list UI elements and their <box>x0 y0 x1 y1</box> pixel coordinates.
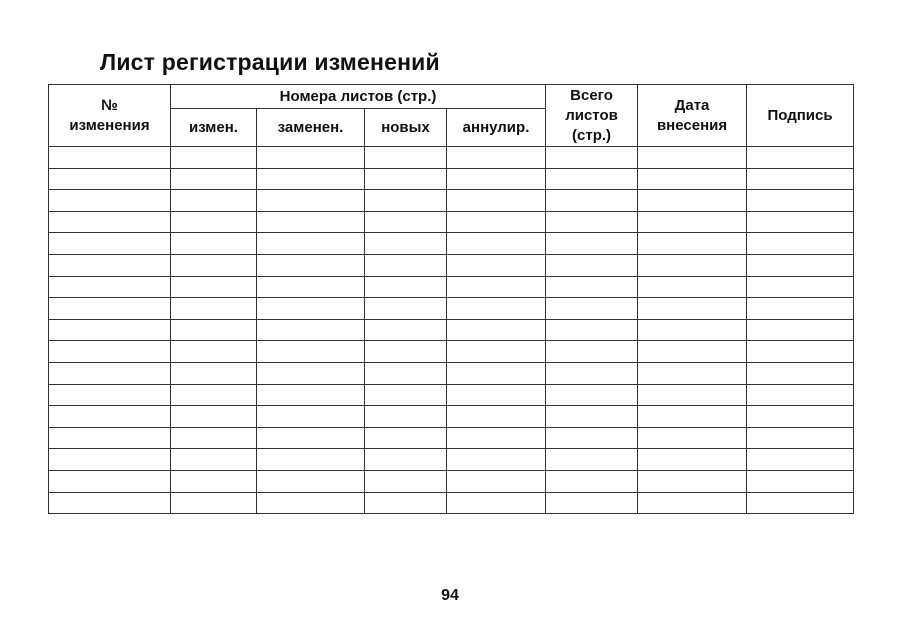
table-cell <box>546 211 638 233</box>
table-cell <box>447 406 546 428</box>
table-cell <box>171 147 257 169</box>
table-row <box>49 449 854 471</box>
table-cell <box>365 341 447 363</box>
table-row <box>49 168 854 190</box>
table-cell <box>638 427 747 449</box>
table-row <box>49 233 854 255</box>
table-cell <box>257 449 365 471</box>
table-cell <box>171 384 257 406</box>
table-cell <box>49 147 171 169</box>
table-row <box>49 211 854 233</box>
table-cell <box>638 276 747 298</box>
table-cell <box>171 427 257 449</box>
header-total-sheets-line1: Всего <box>570 86 613 104</box>
table-cell <box>447 449 546 471</box>
header-change-number <box>49 85 171 147</box>
table-cell <box>638 406 747 428</box>
table-cell <box>257 470 365 492</box>
table-cell <box>49 190 171 212</box>
table-cell <box>638 341 747 363</box>
table-cell <box>546 147 638 169</box>
page-title: Лист регистрации изменений <box>100 49 440 75</box>
table-cell <box>365 427 447 449</box>
table-cell <box>171 470 257 492</box>
table-cell <box>747 341 854 363</box>
table-cell <box>638 384 747 406</box>
table-cell <box>747 406 854 428</box>
table-cell <box>49 449 171 471</box>
table-cell <box>171 298 257 320</box>
table-cell <box>49 406 171 428</box>
table-row <box>49 470 854 492</box>
table-cell <box>49 211 171 233</box>
header-total-sheets-line2: листов <box>565 106 618 124</box>
table-cell <box>49 233 171 255</box>
header-entry-date-line1: Дата <box>674 96 710 114</box>
table-cell <box>638 470 747 492</box>
header-cancelled: аннулир. <box>447 109 546 147</box>
table-cell <box>546 449 638 471</box>
table-cell <box>747 190 854 212</box>
table-cell <box>447 470 546 492</box>
table-cell <box>49 276 171 298</box>
table-cell <box>49 492 171 514</box>
table-cell <box>49 427 171 449</box>
table-cell <box>171 449 257 471</box>
table-cell <box>747 168 854 190</box>
table-cell <box>747 492 854 514</box>
table-cell <box>638 147 747 169</box>
table-cell <box>365 211 447 233</box>
table-cell <box>447 190 546 212</box>
table-cell <box>257 254 365 276</box>
table-cell <box>257 492 365 514</box>
table-cell <box>747 276 854 298</box>
table-cell <box>365 147 447 169</box>
header-changed: измен. <box>171 109 257 147</box>
table-cell <box>747 362 854 384</box>
table-cell <box>49 341 171 363</box>
table-cell <box>747 384 854 406</box>
table-row <box>49 276 854 298</box>
table-row <box>49 298 854 320</box>
table-cell <box>171 341 257 363</box>
table-row <box>49 362 854 384</box>
table-cell <box>365 319 447 341</box>
table-row <box>49 147 854 169</box>
table-cell <box>747 147 854 169</box>
change-registration-table <box>48 84 854 514</box>
table-cell <box>638 168 747 190</box>
header-total-sheets-line3: (стр.) <box>572 126 612 144</box>
table-cell <box>365 449 447 471</box>
table-cell <box>171 168 257 190</box>
table-cell <box>447 298 546 320</box>
table-cell <box>447 254 546 276</box>
table-cell <box>49 384 171 406</box>
table-row <box>49 406 854 428</box>
table-cell <box>171 190 257 212</box>
table-row <box>49 190 854 212</box>
table-cell <box>546 298 638 320</box>
table-cell <box>546 341 638 363</box>
header-new: новых <box>365 109 447 147</box>
table-cell <box>546 362 638 384</box>
table-cell <box>49 168 171 190</box>
table-cell <box>365 233 447 255</box>
table-cell <box>49 319 171 341</box>
table-cell <box>365 298 447 320</box>
table-cell <box>638 298 747 320</box>
table-cell <box>747 470 854 492</box>
table-cell <box>546 254 638 276</box>
table-cell <box>447 492 546 514</box>
table-cell <box>546 233 638 255</box>
header-total-sheets <box>546 85 638 147</box>
table-cell <box>546 384 638 406</box>
table-row <box>49 319 854 341</box>
table-cell <box>447 341 546 363</box>
table-row <box>49 254 854 276</box>
table-cell <box>747 254 854 276</box>
table-cell <box>546 168 638 190</box>
table-cell <box>365 362 447 384</box>
table-cell <box>257 147 365 169</box>
table-cell <box>447 362 546 384</box>
header-change-number-line2: изменения <box>69 116 150 134</box>
header-entry-date <box>638 85 747 147</box>
table-cell <box>171 276 257 298</box>
table-cell <box>171 406 257 428</box>
table-cell <box>365 168 447 190</box>
header-sheet-numbers: Номера листов (стр.) <box>171 85 546 109</box>
header-entry-date-line2: внесения <box>656 116 728 134</box>
table-cell <box>171 211 257 233</box>
table-cell <box>257 319 365 341</box>
table-cell <box>447 384 546 406</box>
table-body <box>49 147 854 514</box>
table-cell <box>447 147 546 169</box>
table-cell <box>747 319 854 341</box>
table-row <box>49 492 854 514</box>
table-cell <box>546 492 638 514</box>
table-cell <box>257 427 365 449</box>
table-cell <box>546 276 638 298</box>
table-row <box>49 427 854 449</box>
table-cell <box>49 470 171 492</box>
table-cell <box>257 406 365 428</box>
table-cell <box>447 319 546 341</box>
page-number: 94 <box>441 587 459 604</box>
table-cell <box>365 276 447 298</box>
table-cell <box>171 254 257 276</box>
table-cell <box>638 362 747 384</box>
table-cell <box>257 341 365 363</box>
table-cell <box>447 168 546 190</box>
table-cell <box>257 384 365 406</box>
table-cell <box>49 362 171 384</box>
table-cell <box>638 190 747 212</box>
table-cell <box>171 319 257 341</box>
table-cell <box>747 233 854 255</box>
header-signature: Подпись <box>747 85 854 147</box>
table-row <box>49 384 854 406</box>
table-cell <box>546 406 638 428</box>
table-cell <box>546 470 638 492</box>
table-cell <box>365 190 447 212</box>
table-cell <box>747 211 854 233</box>
table-cell <box>257 233 365 255</box>
header-change-number-line1: № <box>101 96 118 114</box>
table-cell <box>365 492 447 514</box>
table-cell <box>447 427 546 449</box>
table-cell <box>257 190 365 212</box>
table-cell <box>638 319 747 341</box>
table-cell <box>546 319 638 341</box>
table-cell <box>546 427 638 449</box>
table-cell <box>365 254 447 276</box>
table-cell <box>747 298 854 320</box>
table-cell <box>49 298 171 320</box>
table-cell <box>171 233 257 255</box>
table-cell <box>447 276 546 298</box>
table-cell <box>49 254 171 276</box>
table-cell <box>447 211 546 233</box>
table-cell <box>747 449 854 471</box>
table-cell <box>638 211 747 233</box>
table-cell <box>365 406 447 428</box>
table-cell <box>257 168 365 190</box>
table-cell <box>171 492 257 514</box>
table-cell <box>638 233 747 255</box>
table-cell <box>365 470 447 492</box>
table-cell <box>447 233 546 255</box>
table-cell <box>638 449 747 471</box>
header-replaced: заменен. <box>257 109 365 147</box>
table-cell <box>747 427 854 449</box>
table-row <box>49 341 854 363</box>
table-cell <box>257 298 365 320</box>
table-cell <box>257 276 365 298</box>
table-cell <box>546 190 638 212</box>
table-cell <box>257 362 365 384</box>
table-cell <box>638 254 747 276</box>
table-cell <box>365 384 447 406</box>
table-cell <box>257 211 365 233</box>
table-cell <box>171 362 257 384</box>
table-cell <box>638 492 747 514</box>
